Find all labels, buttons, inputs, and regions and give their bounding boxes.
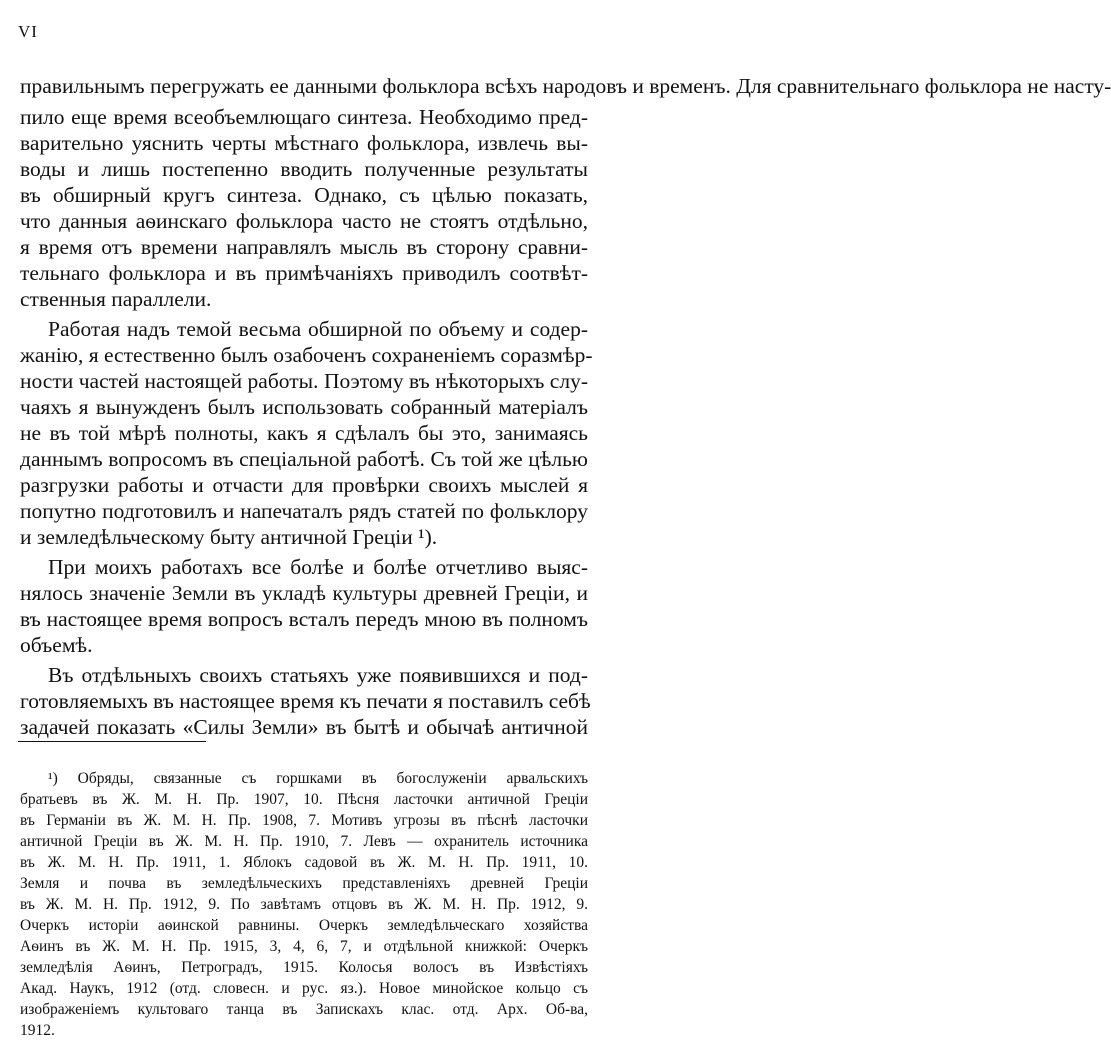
text-line: ственныя параллели.	[20, 287, 212, 311]
text-line: нялось значеніе Земли въ укладѣ культуры древней Греціи, и	[20, 581, 588, 605]
text-line: правильнымъ перегружать ее данными фольклора всѣхъ народовъ и временъ. Для сравнительнаго фольклора не насту-	[20, 74, 1111, 98]
text-line: пило еще время всеобъемлющаго синтеза. Необходимо пред-	[20, 105, 588, 129]
text-line: готовляемыхъ въ настоящее время къ печати я поставилъ себѣ	[20, 689, 591, 713]
footnote-line: 1912.	[20, 1022, 55, 1039]
text-line: задачей показать «Силы Земли» въ бытѣ и обычаѣ античной	[20, 715, 588, 739]
text-line: воды и лишь постепенно вводить полученные результаты	[20, 157, 588, 181]
footnote-line: Земля и почва въ земледѣльческихъ представленіяхъ древней Греціи	[20, 875, 588, 892]
text-line: разгрузки работы и отчасти для провѣрки своихъ мыслей я	[20, 473, 588, 497]
footnote-line: земледѣлія Аѳинъ, Петроградъ, 1915. Колосья волосъ въ Извѣстіяхъ	[20, 959, 588, 976]
text-line: въ настоящее время вопросъ всталъ передъ мною въ полномъ	[20, 607, 588, 631]
text-line: что данныя аѳинскаго фольклора часто не стоятъ отдѣльно,	[20, 209, 588, 233]
text-line: тельнаго фольклора и въ примѣчаніяхъ приводилъ соотвѣт-	[20, 261, 588, 285]
footnote-line: въ Ж. М. Н. Пр. 1912, 9. По завѣтамъ отцовъ въ Ж. М. Н. Пр. 1912, 9.	[20, 896, 588, 913]
footnote-line: Акад. Наукъ, 1912 (отд. словесн. и рус. яз.). Новое минойское кольцо съ	[20, 980, 588, 997]
text-line: варительно уяснить черты мѣстнаго фольклора, извлечь вы-	[20, 131, 588, 155]
footnote-divider	[18, 741, 206, 742]
text-line: попутно подготовилъ и напечаталъ рядъ статей по фольклору	[20, 499, 588, 523]
text-line: и земледѣльческому быту античной Греціи ¹).	[20, 525, 438, 549]
text-line: жанію, я естественно былъ озабоченъ сохраненіемъ соразмѣр-	[20, 343, 593, 367]
footnote-line: античной Греціи въ Ж. М. Н. Пр. 1910, 7. Левъ — охранитель источника	[20, 833, 588, 850]
footnote-line: въ Ж. М. Н. Пр. 1911, 1. Яблокъ садовой въ Ж. М. Н. Пр. 1911, 10.	[20, 854, 588, 871]
text-line: я время отъ времени направлялъ мысль въ сторону сравни-	[20, 235, 588, 259]
text-line: ности частей настоящей работы. Поэтому въ нѣкоторыхъ слу-	[20, 369, 588, 393]
text-line: даннымъ вопросомъ въ спеціальной работѣ. Съ той же цѣлью	[20, 447, 588, 471]
footnote-line: Аѳинъ въ Ж. М. Н. Пр. 1915, 3, 4, 6, 7, и отдѣльной книжкой: Очеркъ	[20, 938, 588, 955]
footnote-line: въ Германіи въ Ж. М. Н. Пр. 1908, 7. Мотивъ угрозы въ пѣснѣ ласточки	[20, 812, 588, 829]
text-line: чаяхъ я вынужденъ былъ использовать собранный матеріалъ	[20, 395, 588, 419]
footnote-line: Очеркъ исторіи аѳинской равнины. Очеркъ земледѣльческаго хозяйства	[20, 917, 588, 934]
text-line: При моихъ работахъ все болѣе и болѣе отчетливо выяс-	[48, 555, 588, 579]
text-line: въ обширный кругъ синтеза. Однако, съ цѣлью показать,	[20, 183, 588, 207]
text-line: Работая надъ темой весьма обширной по объему и содер-	[48, 317, 588, 341]
footnote-line: братьевъ въ Ж. М. Н. Пр. 1907, 10. Пѣсня ласточки античной Греціи	[20, 791, 588, 808]
text-line: не въ той мѣрѣ полноты, какъ я сдѣлалъ бы это, занимаясь	[20, 421, 588, 445]
text-line: объемѣ.	[20, 633, 93, 657]
footnote-line: изображеніемъ культоваго танца въ Запискахъ клас. отд. Арх. Об-ва,	[20, 1001, 588, 1018]
page-number: VI	[18, 22, 38, 41]
text-line: Въ отдѣльныхъ своихъ статьяхъ уже появившихся и под-	[48, 663, 588, 687]
footnote-line: ¹) Обряды, связанные съ горшками въ богослуженіи арвальскихъ	[48, 770, 588, 787]
